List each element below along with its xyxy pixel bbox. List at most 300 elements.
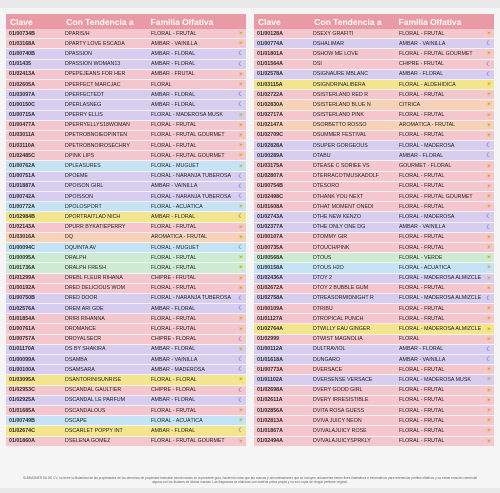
sun-icon: ☀ xyxy=(238,224,244,231)
cell-clave: 01/00735A xyxy=(257,244,283,251)
sun-icon: ☀ xyxy=(486,306,492,313)
cell-familia: FLORAL - ALDEHÍDICA xyxy=(399,81,456,88)
cell-tendencia: DVERY IRRESISTIBLE xyxy=(313,397,369,404)
table-row xyxy=(6,406,246,416)
cell-tendencia: DSEXY GRAFITI xyxy=(313,30,354,37)
sun-icon: ☀ xyxy=(486,31,492,38)
cell-familia: ÁMBAR - FLORAL xyxy=(151,346,196,353)
cell-clave: 01/00715A xyxy=(9,112,35,119)
cell-familia: FLORAL - FRUTAL xyxy=(399,234,445,241)
cell-tendencia: DPERRYELLYS18WOMAN xyxy=(65,122,130,129)
table-row xyxy=(254,233,494,243)
cell-familia: FLORAL xyxy=(399,336,420,343)
moon-icon: ☾ xyxy=(238,245,244,252)
cell-tendencia: DTHAT MOMENT ONEDI xyxy=(313,203,374,210)
moon-icon: ☾ xyxy=(486,346,492,353)
cell-tendencia: DPERFECT MARCJAC xyxy=(65,81,121,88)
cell-tendencia: DPERFECTEDT xyxy=(65,91,105,98)
cell-familia: FLORAL - FLORAL xyxy=(151,376,197,383)
cell-familia: FLORAL - FRUTAL xyxy=(399,112,445,119)
cell-familia: FLORAL - FRUTAL GOURMET xyxy=(399,50,473,57)
table-right xyxy=(254,14,494,447)
table-row xyxy=(6,396,246,406)
cell-clave: 01/00772A xyxy=(9,203,35,210)
table-row xyxy=(6,335,246,345)
table-row xyxy=(6,345,246,355)
cell-clave: 01/02611A xyxy=(257,397,283,404)
cell-clave: 01/02953C xyxy=(9,387,35,394)
cell-tendencia: DSHALIMAR xyxy=(313,40,344,47)
table-row xyxy=(6,294,246,304)
cell-clave: 01/00107A xyxy=(257,234,283,241)
sun-icon: ☀ xyxy=(238,143,244,150)
header-familia: Familia Olfativa xyxy=(150,16,214,27)
cell-familia: FLORAL xyxy=(151,81,172,88)
cell-clave: 01/02758A xyxy=(257,295,283,302)
moon-icon: ☾ xyxy=(486,295,492,302)
cell-tendencia: DPLEASURES xyxy=(65,163,101,170)
cell-familia: FLORAL - FRUTAL xyxy=(399,305,445,312)
cell-tendencia: DSORBETTO ROSSO xyxy=(313,122,367,129)
cell-familia: FLORAL - MADEROSA ALMIZCLE xyxy=(399,275,482,282)
table-row xyxy=(6,182,246,192)
cell-familia: ÁMBAR - FLORAL xyxy=(399,346,444,353)
cell-tendencia: DSAMSARA xyxy=(65,366,95,373)
cell-tendencia: DSISTERLAND PINK xyxy=(313,112,364,119)
table-row xyxy=(6,70,246,80)
cell-tendencia: DTOY 2 xyxy=(313,275,332,282)
cell-familia: FLORAL - MADEROSA xyxy=(399,213,455,220)
cell-tendencia: DTESORO xyxy=(313,183,340,190)
cell-clave: 01/01608A xyxy=(257,203,283,210)
table-row xyxy=(254,100,494,110)
moon-icon: ☾ xyxy=(486,153,492,160)
cell-familia: FLORAL - FRUTAL xyxy=(399,366,445,373)
cell-clave: 01/00773A xyxy=(257,366,283,373)
sun-icon: ☀ xyxy=(486,326,492,333)
cell-familia: FLORAL - FRUTAL GOURMET xyxy=(151,152,225,159)
sun-icon: ☀ xyxy=(238,408,244,415)
table-body xyxy=(6,29,246,447)
cell-familia: AROMÁTICA - FRUTAL xyxy=(399,122,456,129)
sun-icon: ☀ xyxy=(486,122,492,129)
cell-clave: 01/00094C xyxy=(9,244,35,251)
sun-icon: ☀ xyxy=(486,316,492,323)
header-tendencia: Con Tendencia a xyxy=(66,16,134,27)
table-row xyxy=(254,263,494,273)
cell-tendencia: DPETROBNOIROSECHRY xyxy=(65,142,130,149)
cell-familia: FLORAL - ACUÁTICA xyxy=(151,203,203,210)
cell-tendencia: DSCANDAL LE PARFUM xyxy=(65,397,126,404)
cell-familia: FLORAL - FRUTAL xyxy=(151,326,197,333)
sun-icon: ☀ xyxy=(238,153,244,160)
table-row xyxy=(6,29,246,39)
sun-icon: ☀ xyxy=(486,285,492,292)
cell-clave: 01/01860A xyxy=(9,438,35,445)
sun-icon: ☀ xyxy=(486,377,492,384)
cell-familia: ÁMBAR - VAINILLA xyxy=(399,40,446,47)
table-row xyxy=(6,141,246,151)
cell-tendencia: DSISTERLAND BLUE N xyxy=(313,101,371,108)
cell-clave: 01/00099A xyxy=(9,356,35,363)
sun-icon: ☀ xyxy=(486,112,492,119)
moon-icon: ☾ xyxy=(238,397,244,404)
cell-familia: FLORAL - FRUTAL GOURMET xyxy=(399,193,473,200)
cell-tendencia: DSI xyxy=(313,61,322,68)
cell-clave: 01/01564A xyxy=(257,61,283,68)
table-row xyxy=(6,263,246,273)
cell-clave: 01/02672A xyxy=(257,285,283,292)
table-row xyxy=(254,324,494,334)
sun-icon: ☀ xyxy=(238,275,244,282)
cell-familia: ÁMBAR - FLORAL xyxy=(151,427,196,434)
cell-tendencia: DTOY 2 BUBBLE GUM xyxy=(313,285,369,292)
table-row xyxy=(254,202,494,212)
table-row xyxy=(254,365,494,375)
cell-familia: GOURMET - FLORAL xyxy=(399,163,452,170)
cell-familia: FLORAL - FRUTAL xyxy=(399,132,445,139)
table-row xyxy=(254,182,494,192)
cell-clave: 01/00477A xyxy=(9,122,35,129)
cell-clave: 01/01299A xyxy=(9,275,35,282)
cell-tendencia: DRED DELICIOUS WOM xyxy=(65,285,126,292)
sun-icon: ☀ xyxy=(486,275,492,282)
cell-familia: ÁMBAR - VAINILLA xyxy=(399,356,446,363)
table-row xyxy=(254,406,494,416)
table-row xyxy=(6,202,246,212)
sun-icon: ☀ xyxy=(486,336,492,343)
cell-tendencia: DPEPEJEANS FOR HER xyxy=(65,71,126,78)
table-row xyxy=(6,437,246,447)
cell-clave: 01/00740B xyxy=(9,50,35,57)
cell-familia: FLORAL - FRUTAL xyxy=(151,224,197,231)
cell-tendencia: DULTRAVIOL xyxy=(313,346,346,353)
cell-familia: ÁMBAR - FLORAL xyxy=(151,50,196,57)
cell-familia: FLORAL - FRUTAL xyxy=(399,285,445,292)
cell-familia: FLORAL - FRUTAL xyxy=(399,438,445,445)
cell-clave: 01/00150C xyxy=(9,101,35,108)
table-row xyxy=(254,284,494,294)
cell-familia: ÁMBAR - VAINILLA xyxy=(151,356,198,363)
cell-familia: FLORAL - VERDE xyxy=(399,254,443,261)
sun-icon: ☀ xyxy=(486,418,492,425)
cell-clave: 01/02722A xyxy=(257,91,283,98)
table-row xyxy=(6,386,246,396)
table-row xyxy=(6,172,246,182)
sun-icon: ☀ xyxy=(238,204,244,211)
cell-tendencia: DTOUCH/PINK xyxy=(313,244,350,251)
sun-icon: ☀ xyxy=(238,132,244,139)
cell-tendencia: DSCAPE xyxy=(65,417,87,424)
cell-clave: 01/02436A xyxy=(257,275,283,282)
cell-tendencia: DPINK LIPS xyxy=(65,152,95,159)
cell-tendencia: DSANTORINISUNRISE xyxy=(65,376,122,383)
cell-familia: ÁMBAR - MADEROSA xyxy=(151,366,205,373)
table-row xyxy=(254,314,494,324)
cell-familia: FLORAL - MUGUET xyxy=(151,163,200,170)
cell-familia: ÁMBAR - FLORAL xyxy=(151,101,196,108)
cell-tendencia: DPURR BYKATIEPERRY xyxy=(65,224,126,231)
cell-clave: 01/02485C xyxy=(9,152,35,159)
cell-clave: 01/00192A xyxy=(9,285,35,292)
cell-clave: 01/02925A xyxy=(9,397,35,404)
cell-familia: FLORAL - FRUTAL xyxy=(151,264,197,271)
cell-tendencia: DPETROBNOIEOPINTEN xyxy=(65,132,128,139)
cell-clave: 01/00754B xyxy=(257,183,283,190)
cell-tendencia: DTHANK YOU NEXT xyxy=(313,193,364,200)
legal-disclaimer: SUMMONER SA DE CV, no tiene la titularidad de las propiedades de los derechos de propiedad industrial mencionados en la presente guía, haciendo notar que las marcas y denominaciones que se incluyen únicamente tienen fines ilustrativos e informativos para referenciar perfiles olfativos y no existe relación comercial alguna con los titulares de dichas marcas. Las fragancias se elaboran con materia prima propia y no son copia de ningún perfume original. xyxy=(23,476,477,484)
cell-clave: 01/01127A xyxy=(257,315,283,322)
cell-clave: 01/00761A xyxy=(9,326,35,333)
cell-clave: 01/02999 xyxy=(257,336,280,343)
table-row xyxy=(6,161,246,171)
table-row xyxy=(254,172,494,182)
cell-clave: 01/02717A xyxy=(257,112,283,119)
cell-familia: ÁMBAR - VAINILLA xyxy=(399,224,446,231)
moon-icon: ☾ xyxy=(238,51,244,58)
table-left xyxy=(6,14,246,447)
cell-tendencia: DUNGARO xyxy=(313,356,341,363)
cell-clave: 01/00100A xyxy=(9,366,35,373)
sun-icon: ☀ xyxy=(486,265,492,272)
sun-icon: ☀ xyxy=(238,255,244,262)
cell-tendencia: DSHOW ME LOVE xyxy=(313,50,359,57)
cell-familia: ÁMBAR - FLORAL xyxy=(399,71,444,78)
table-row xyxy=(254,243,494,253)
table-row xyxy=(6,121,246,131)
sun-icon: ☀ xyxy=(238,122,244,129)
header-clave: Clave xyxy=(258,16,281,27)
table-row xyxy=(6,80,246,90)
cell-familia: FLORAL - MADEROSA ALMIZCLE xyxy=(399,326,482,333)
cell-clave: 01/02605A xyxy=(9,81,35,88)
table-row xyxy=(6,39,246,49)
cell-clave: 01/02856A xyxy=(257,407,283,414)
table-row xyxy=(254,29,494,39)
sun-icon: ☀ xyxy=(486,234,492,241)
table-row xyxy=(254,274,494,284)
table-row xyxy=(254,131,494,141)
sun-icon: ☀ xyxy=(486,245,492,252)
cell-familia: FLORAL - FRUTAL xyxy=(399,387,445,394)
cell-tendencia: DVIVALAJUICYSPRKLY xyxy=(313,438,371,445)
cell-familia: FLORAL - MADEROSA MUSK xyxy=(399,376,471,383)
table-row xyxy=(6,233,246,243)
cell-tendencia: DPOISON GIRL xyxy=(65,183,104,190)
cell-tendencia: DVERSACE xyxy=(313,366,343,373)
table-header xyxy=(6,14,246,29)
table-row xyxy=(254,141,494,151)
moon-icon: ☾ xyxy=(486,214,492,221)
cell-tendencia: DSIGNAURE MBLANC xyxy=(313,71,369,78)
cell-tendencia: DVERY GOOD GIRL xyxy=(313,387,363,394)
cell-familia: FLORAL - FRUTAL xyxy=(399,427,445,434)
sun-icon: ☀ xyxy=(238,82,244,89)
table-row xyxy=(254,355,494,365)
sun-icon: ☀ xyxy=(486,102,492,109)
cell-clave: 01/02413A xyxy=(9,71,35,78)
cell-tendencia: DROYALSECR xyxy=(65,336,102,343)
cell-clave: 01/02828A xyxy=(257,142,283,149)
cell-familia: FLORAL - FRUTAL xyxy=(151,142,197,149)
moon-icon: ☾ xyxy=(238,214,244,221)
cell-clave: 01/01854A xyxy=(9,315,35,322)
cell-clave: 01/00762A xyxy=(9,163,35,170)
cell-clave: 01/02147A xyxy=(257,122,283,129)
cell-tendencia: DPASSION WOMAN13 xyxy=(65,61,121,68)
moon-icon: ☾ xyxy=(238,194,244,201)
cell-tendencia: DVIVA JUICY NEON xyxy=(313,417,362,424)
cell-clave: 01/00751A xyxy=(9,173,35,180)
cell-familia: ÁMBAR - VAINILLA xyxy=(151,40,198,47)
cell-tendencia: DREBL FLEUR RIHANA xyxy=(65,275,123,282)
table-row xyxy=(254,60,494,70)
header-clave: Clave xyxy=(10,16,33,27)
cell-clave: 01/02674C xyxy=(9,427,35,434)
sun-icon: ☀ xyxy=(238,285,244,292)
table-row xyxy=(254,39,494,49)
cell-tendencia: DSISTERLAND RED R xyxy=(313,91,369,98)
moon-icon: ☾ xyxy=(238,306,244,313)
cell-clave: 01/01435 xyxy=(9,61,32,68)
cell-tendencia: DSUMMER FESTIVAL xyxy=(313,132,367,139)
cell-tendencia: DTWIST MAGNOLIA xyxy=(313,336,363,343)
table-row xyxy=(254,396,494,406)
cell-clave: 01/02143A xyxy=(9,224,35,231)
cell-familia: ÁMBAR - FLORAL xyxy=(151,213,196,220)
cell-clave: 01/00568A xyxy=(257,254,283,261)
sun-icon: ☀ xyxy=(486,397,492,404)
cell-clave: 01/00774A xyxy=(257,40,283,47)
cell-tendencia: DTHE NEW KENZO xyxy=(313,213,361,220)
table-row xyxy=(6,274,246,284)
moon-icon: ☾ xyxy=(238,92,244,99)
cell-clave: 01/02830A xyxy=(257,101,283,108)
sun-icon: ☀ xyxy=(486,183,492,190)
cell-tendencia: DTRIBU xyxy=(313,305,333,312)
cell-familia: ÁMBAR - FLORAL xyxy=(399,152,444,159)
moon-icon: ☾ xyxy=(486,71,492,78)
cell-tendencia: DPOLOSPORT xyxy=(65,203,102,210)
cell-tendencia: DSUPER GORGEOUS xyxy=(313,142,368,149)
moon-icon: ☾ xyxy=(238,428,244,435)
cell-tendencia: DPARIS/H xyxy=(65,30,90,37)
table-row xyxy=(6,365,246,375)
table-row xyxy=(6,131,246,141)
cell-familia: FLORAL - FRUTAL xyxy=(399,91,445,98)
table-row xyxy=(6,253,246,263)
cell-tendencia: DRALPH FRESH xyxy=(65,264,106,271)
cell-clave: 01/01736A xyxy=(9,264,35,271)
cell-tendencia: DSAMBA xyxy=(65,356,88,363)
table-body xyxy=(254,29,494,447)
cell-clave: 01/03016A xyxy=(9,234,35,241)
cell-familia: FLORAL - ACUÁTICA xyxy=(151,417,203,424)
table-row xyxy=(254,345,494,355)
table-row xyxy=(254,90,494,100)
cell-clave: 01/02743A xyxy=(257,213,283,220)
cell-familia: ÁMBAR - VAINILLA xyxy=(151,183,198,190)
cell-familia: CHIPRE - FLORAL xyxy=(151,336,197,343)
moon-icon: ☾ xyxy=(238,61,244,68)
sun-icon: ☀ xyxy=(486,204,492,211)
table-row xyxy=(254,80,494,90)
table-row xyxy=(254,253,494,263)
cell-clave: 01/02807A xyxy=(257,173,283,180)
table-header xyxy=(254,14,494,29)
cell-clave: 01/03095A xyxy=(9,376,35,383)
table-row xyxy=(254,151,494,161)
cell-tendencia: DSCANDALOUS xyxy=(65,407,106,414)
table-row xyxy=(254,111,494,121)
sun-icon: ☀ xyxy=(486,408,492,415)
cell-clave: 01/03011A xyxy=(9,132,35,139)
cell-familia: FLORAL - MUGUET xyxy=(151,244,200,251)
cell-clave: 01/00158A xyxy=(257,264,283,271)
table-row xyxy=(254,416,494,426)
moon-icon: ☾ xyxy=(238,102,244,109)
sun-icon: ☀ xyxy=(238,377,244,384)
cell-tendencia: DTABU xyxy=(313,152,331,159)
cell-tendencia: DQ xyxy=(65,234,73,241)
sun-icon: ☀ xyxy=(238,41,244,48)
cell-clave: 01/00750B xyxy=(9,295,35,302)
cell-clave: 01/00112A xyxy=(257,346,283,353)
cell-tendencia: DS BY SHAKIRA xyxy=(65,346,106,353)
cell-familia: FLORAL - FRUTAL xyxy=(151,285,197,292)
cell-tendencia: DTHE ONLY ONE DG xyxy=(313,224,366,231)
cell-familia: FLORAL - NARANJA TUBEROSA xyxy=(151,173,232,180)
table-row xyxy=(6,192,246,202)
cell-tendencia: DTWILLY EAU GINGER xyxy=(313,326,371,333)
table-row xyxy=(6,49,246,59)
sun-icon: ☀ xyxy=(486,82,492,89)
table-row xyxy=(6,60,246,70)
sun-icon: ☀ xyxy=(238,112,244,119)
cell-clave: 01/01102A xyxy=(257,376,283,383)
cell-familia: FLORAL - FRUTAL xyxy=(399,397,445,404)
sun-icon: ☀ xyxy=(238,326,244,333)
cell-tendencia: DPORTRAITLAD NICH xyxy=(65,213,121,220)
cell-familia: FLORAL - FRUTAL xyxy=(151,407,197,414)
table-row xyxy=(254,426,494,436)
sun-icon: ☀ xyxy=(486,163,492,170)
sun-icon: ☀ xyxy=(486,255,492,262)
table-row xyxy=(254,212,494,222)
cell-familia: FLORAL - FRUTAL xyxy=(399,407,445,414)
sun-icon: ☀ xyxy=(238,265,244,272)
cell-familia: FLORAL - FRUTAL xyxy=(151,122,197,129)
cell-tendencia: DSELENA GOMEZ xyxy=(65,438,111,445)
cell-tendencia: DPARTY LOVE ESCADA xyxy=(65,40,125,47)
cell-familia: CHIPRE - FRUTAL xyxy=(399,61,444,68)
cell-tendencia: DVIVALAJUICY ROSE xyxy=(313,427,367,434)
cell-clave: 01/01887A xyxy=(9,183,35,190)
cell-clave: 01/00734B xyxy=(9,30,35,37)
cell-clave: 01/01170A xyxy=(9,346,35,353)
cell-tendencia: DREM ARI GDE xyxy=(65,305,104,312)
sun-icon: ☀ xyxy=(238,31,244,38)
sun-icon: ☀ xyxy=(238,346,244,353)
cell-familia: FLORAL - FRUTAL GOURMET xyxy=(151,438,225,445)
table-row xyxy=(254,335,494,345)
sun-icon: ☀ xyxy=(486,132,492,139)
table-row xyxy=(254,70,494,80)
table-row xyxy=(254,386,494,396)
cell-tendencia: DRALPH xyxy=(65,254,87,261)
cell-familia: FLORAL - NARANJA TUBEROSA xyxy=(151,193,232,200)
cell-familia: ÁMBAR - FLORAL xyxy=(151,397,196,404)
